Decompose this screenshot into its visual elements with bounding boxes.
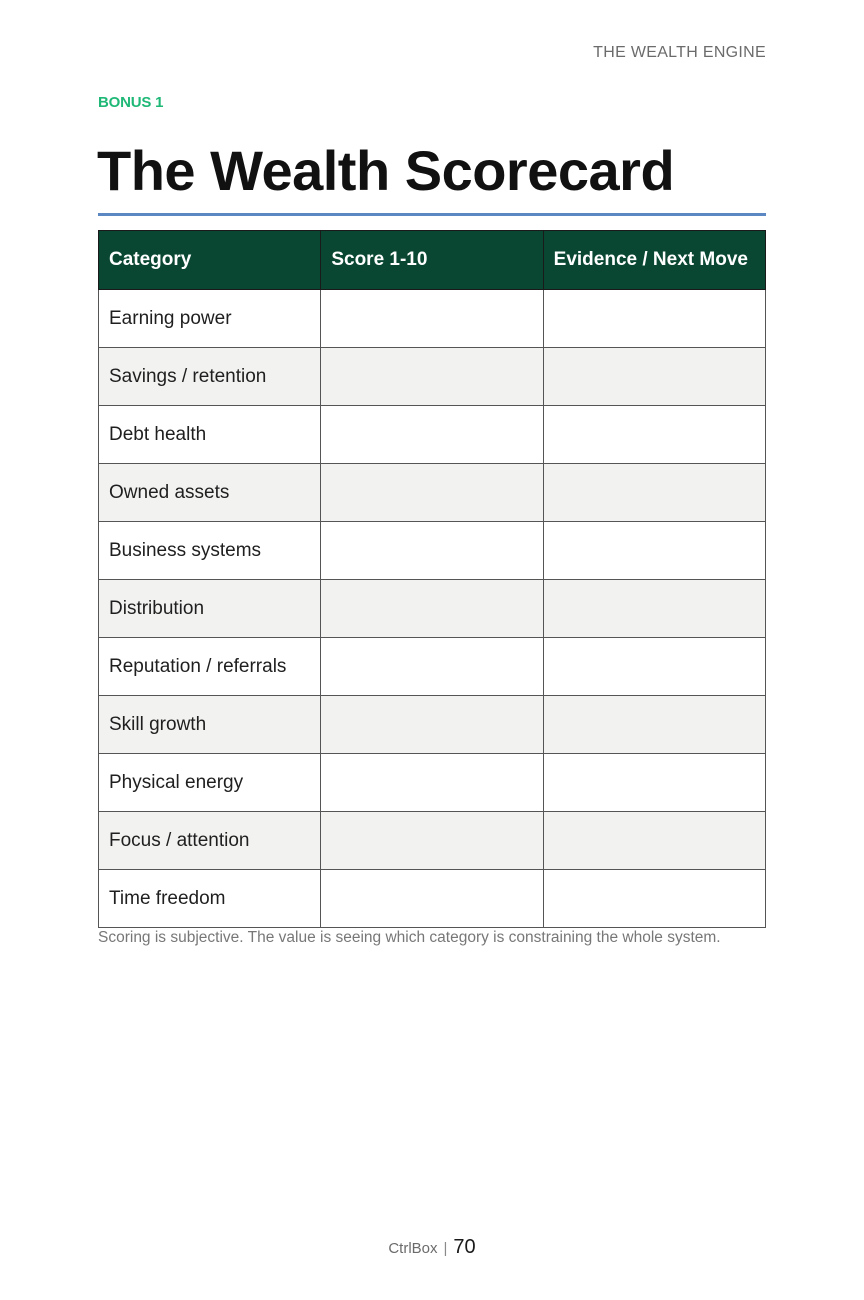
score-cell[interactable] <box>321 522 543 580</box>
category-cell: Skill growth <box>99 696 321 754</box>
table-row <box>99 290 766 348</box>
column-header-category: Category <box>99 231 321 290</box>
score-cell[interactable] <box>321 464 543 522</box>
table-row <box>99 464 766 522</box>
title-divider <box>98 213 766 216</box>
table-row <box>99 754 766 812</box>
evidence-cell[interactable] <box>543 696 765 754</box>
category-cell: Owned assets <box>99 464 321 522</box>
table-row <box>99 406 766 464</box>
evidence-cell[interactable] <box>543 406 765 464</box>
page-title: The Wealth Scorecard <box>97 139 675 202</box>
category-cell: Distribution <box>99 580 321 638</box>
score-cell[interactable] <box>321 580 543 638</box>
column-header-evidence: Evidence / Next Move <box>543 231 765 290</box>
category-cell: Debt health <box>99 406 321 464</box>
category-cell: Earning power <box>99 290 321 348</box>
score-cell[interactable] <box>321 638 543 696</box>
category-cell: Reputation / referrals <box>99 638 321 696</box>
score-cell[interactable] <box>321 696 543 754</box>
score-cell[interactable] <box>321 754 543 812</box>
evidence-cell[interactable] <box>543 812 765 870</box>
evidence-cell[interactable] <box>543 348 765 406</box>
score-cell[interactable] <box>321 812 543 870</box>
page-footer <box>0 1236 864 1259</box>
score-cell[interactable] <box>321 406 543 464</box>
category-cell: Physical energy <box>99 754 321 812</box>
score-cell[interactable] <box>321 348 543 406</box>
running-header: THE WEALTH ENGINE <box>593 44 766 61</box>
category-cell: Time freedom <box>99 870 321 928</box>
evidence-cell[interactable] <box>543 290 765 348</box>
category-cell: Business systems <box>99 522 321 580</box>
evidence-cell[interactable] <box>543 464 765 522</box>
category-cell: Focus / attention <box>99 812 321 870</box>
table-footnote: Scoring is subjective. The value is seeing which category is constraining the whole system. <box>98 929 721 946</box>
category-cell: Savings / retention <box>99 348 321 406</box>
evidence-cell[interactable] <box>543 638 765 696</box>
table-row <box>99 696 766 754</box>
section-kicker: BONUS 1 <box>98 94 164 111</box>
evidence-cell[interactable] <box>543 870 765 928</box>
table-row <box>99 638 766 696</box>
score-cell[interactable] <box>321 290 543 348</box>
table-row <box>99 580 766 638</box>
table-header-row <box>99 231 766 290</box>
evidence-cell[interactable] <box>543 522 765 580</box>
score-cell[interactable] <box>321 870 543 928</box>
scorecard-table <box>98 230 766 928</box>
column-header-score: Score 1-10 <box>321 231 543 290</box>
table-row <box>99 812 766 870</box>
table-row <box>99 522 766 580</box>
evidence-cell[interactable] <box>543 580 765 638</box>
evidence-cell[interactable] <box>543 754 765 812</box>
footer-separator: | <box>443 1240 448 1257</box>
table-row <box>99 870 766 928</box>
table-row <box>99 348 766 406</box>
page-number: 70 <box>453 1236 476 1258</box>
footer-brand: CtrlBox <box>388 1240 438 1257</box>
